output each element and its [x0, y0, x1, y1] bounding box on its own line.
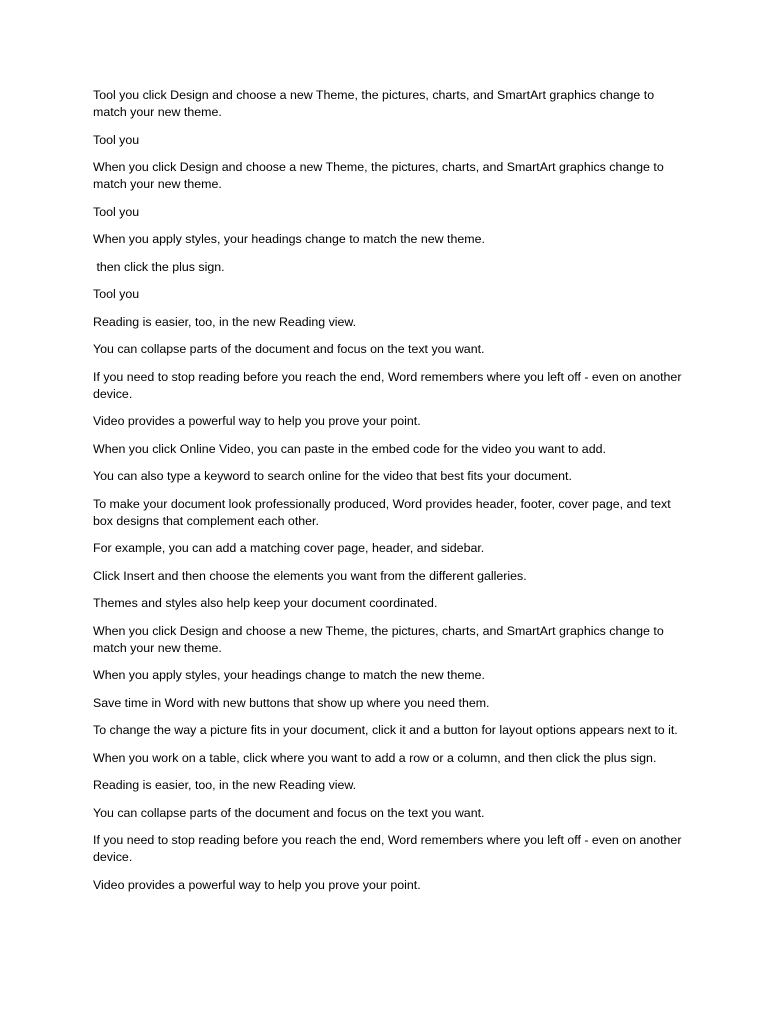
paragraph: You can collapse parts of the document and focus on the text you want. [93, 805, 485, 820]
paragraph: Reading is easier, too, in the new Reading view. [93, 778, 357, 792]
paragraph: When you click Design and choose a new Theme, the pictures, charts, and SmartArt graphics change to match your new theme. [93, 160, 668, 191]
paragraph: You can collapse parts of the document and focus on the text you want. [93, 342, 485, 356]
paragraph: Video provides a powerful way to help you prove your point. [93, 414, 421, 428]
paragraph: When you apply styles, your headings change to match the new theme. [93, 232, 485, 246]
paragraph: When you click Design and choose a new Theme, the pictures, charts, and SmartArt graphics change to match your new theme. [93, 623, 668, 655]
paragraph: When you apply styles, your headings change to match the new theme. [93, 668, 485, 682]
paragraph: Tool you click Design and choose a new Theme, the pictures, charts, and SmartArt graphics change to match your new theme. [93, 88, 658, 119]
document-page [93, 87, 683, 904]
paragraph: Save time in Word with new buttons that show up where you need them. [93, 695, 490, 710]
paragraph: Click Insert and then choose the elements you want from the different galleries. [93, 568, 527, 583]
paragraph: To change the way a picture fits in your document, click it and a button for layout options appears next to it. [93, 723, 678, 737]
paragraph: Tool you [93, 204, 140, 219]
paragraph: For example, you can add a matching cover page, header, and sidebar. [93, 541, 485, 555]
paragraph: When you click Online Video, you can paste in the embed code for the video you want to add. [93, 441, 606, 456]
paragraph: You can also type a keyword to search online for the video that best fits your document. [93, 469, 572, 483]
paragraph: then click the plus sign. [93, 259, 225, 274]
paragraph: If you need to stop reading before you reach the end, Word remembers where you left off - even on another device. [93, 833, 685, 864]
paragraph: Tool you [93, 287, 140, 301]
paragraph: If you need to stop reading before you reach the end, Word remembers where you left off - even on another device. [93, 369, 685, 401]
paragraph: Reading is easier, too, in the new Reading view. [93, 314, 357, 329]
paragraph: Tool you [93, 132, 140, 147]
paragraph: Video provides a powerful way to help you prove your point. [93, 877, 421, 892]
paragraph: To make your document look professionally produced, Word provides header, footer, cover page, and text box designs that complement each other. [93, 496, 675, 528]
paragraph: When you work on a table, click where you want to add a row or a column, and then click the plus sign. [93, 750, 657, 765]
paragraph: Themes and styles also help keep your document coordinated. [93, 596, 438, 610]
